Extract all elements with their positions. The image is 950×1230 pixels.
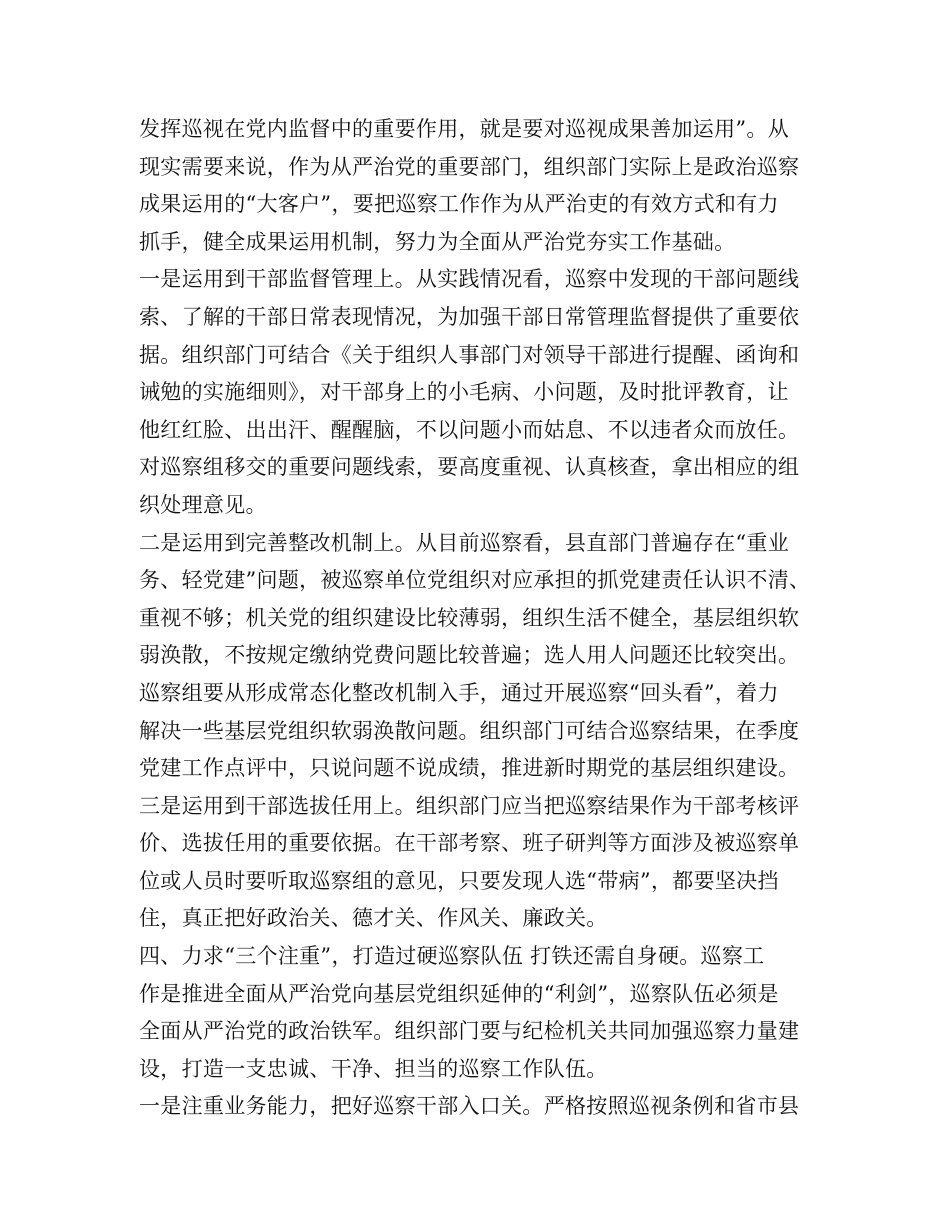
text-line: 对巡察组移交的重要问题线索，要高度重视、认真核查，拿出相应的组 (139, 455, 800, 480)
text-line: 价、选拔任用的重要依据。在干部考察、班子研判等方面涉及被巡察单 (139, 831, 800, 856)
text-line: 解决一些基层党组织软弱涣散问题。组织部门可结合巡察结果，在季度 (139, 718, 800, 743)
text-line: 三是运用到干部选拔任用上。组织部门应当把巡察结果作为干部考核评 (139, 793, 800, 818)
text-line: 四、力求“三个注重”，打造过硬巡察队伍 打铁还需自身硬。巡察工 (139, 944, 765, 969)
text-line: 弱涣散，不按规定缴纳党费问题比较普遍；选人用人问题还比较突出。 (139, 643, 800, 668)
text-line: 成果运用的“大客户”，要把巡察工作作为从严治吏的有效方式和有力 (139, 192, 779, 217)
text-line: 据。组织部门可结合《关于组织人事部门对领导干部进行提醒、函询和 (139, 342, 800, 367)
text-line: 发挥巡视在党内监督中的重要作用，就是要对巡视成果善加运用”。从 (139, 117, 790, 141)
text-line: 巡察组要从形成常态化整改机制入手，通过开展巡察“回头看”，着力 (139, 680, 779, 705)
text-line: 抓手，健全成果运用机制，努力为全面从严治党夯实工作基础。 (139, 229, 736, 254)
text-line: 作是推进全面从严治党向基层党组织延伸的“利剑”，巡察队伍必须是 (139, 981, 779, 1006)
text-line: 他红红脸、出出汗、醒醒脑，不以问题小而姑息、不以违者众而放任。 (139, 417, 800, 442)
text-line: 设，打造一支忠诚、干净、担当的巡察工作队伍。 (139, 1056, 608, 1081)
text-line: 党建工作点评中，只说问题不说成绩，推进新时期党的基层组织建设。 (139, 756, 800, 781)
text-line: 务、轻党建”问题，被巡察单位党组织对应承担的抓党建责任认识不清、 (139, 568, 811, 593)
document-body (139, 111, 839, 1126)
text-line: 重视不够；机关党的组织建设比较薄弱，组织生活不健全，基层组织软 (139, 605, 800, 630)
text-line: 一是运用到干部监督管理上。从实践情况看，巡察中发现的干部问题线 (139, 267, 800, 292)
text-line: 索、了解的干部日常表现情况，为加强干部日常管理监督提供了重要依 (139, 304, 800, 329)
text-line: 诫勉的实施细则》，对干部身上的小毛病、小问题，及时批评教育，让 (139, 380, 789, 405)
text-line: 现实需要来说，作为从严治党的重要部门，组织部门实际上是政治巡察 (139, 154, 800, 179)
text-line: 位或人员时要听取巡察组的意见，只要发现人选“带病”，都要坚决挡 (139, 868, 779, 893)
text-line: 一是注重业务能力，把好巡察干部入口关。严格按照巡视条例和省市县 (139, 1094, 800, 1119)
text-line: 住，真正把好政治关、德才关、作风关、廉政关。 (139, 906, 608, 931)
text-line: 二是运用到完善整改机制上。从目前巡察看，县直部门普遍存在“重业 (139, 530, 790, 555)
text-line: 织处理意见。 (139, 492, 267, 517)
text-line: 全面从严治党的政治铁军。组织部门要与纪检机关共同加强巡察力量建 (139, 1019, 800, 1044)
